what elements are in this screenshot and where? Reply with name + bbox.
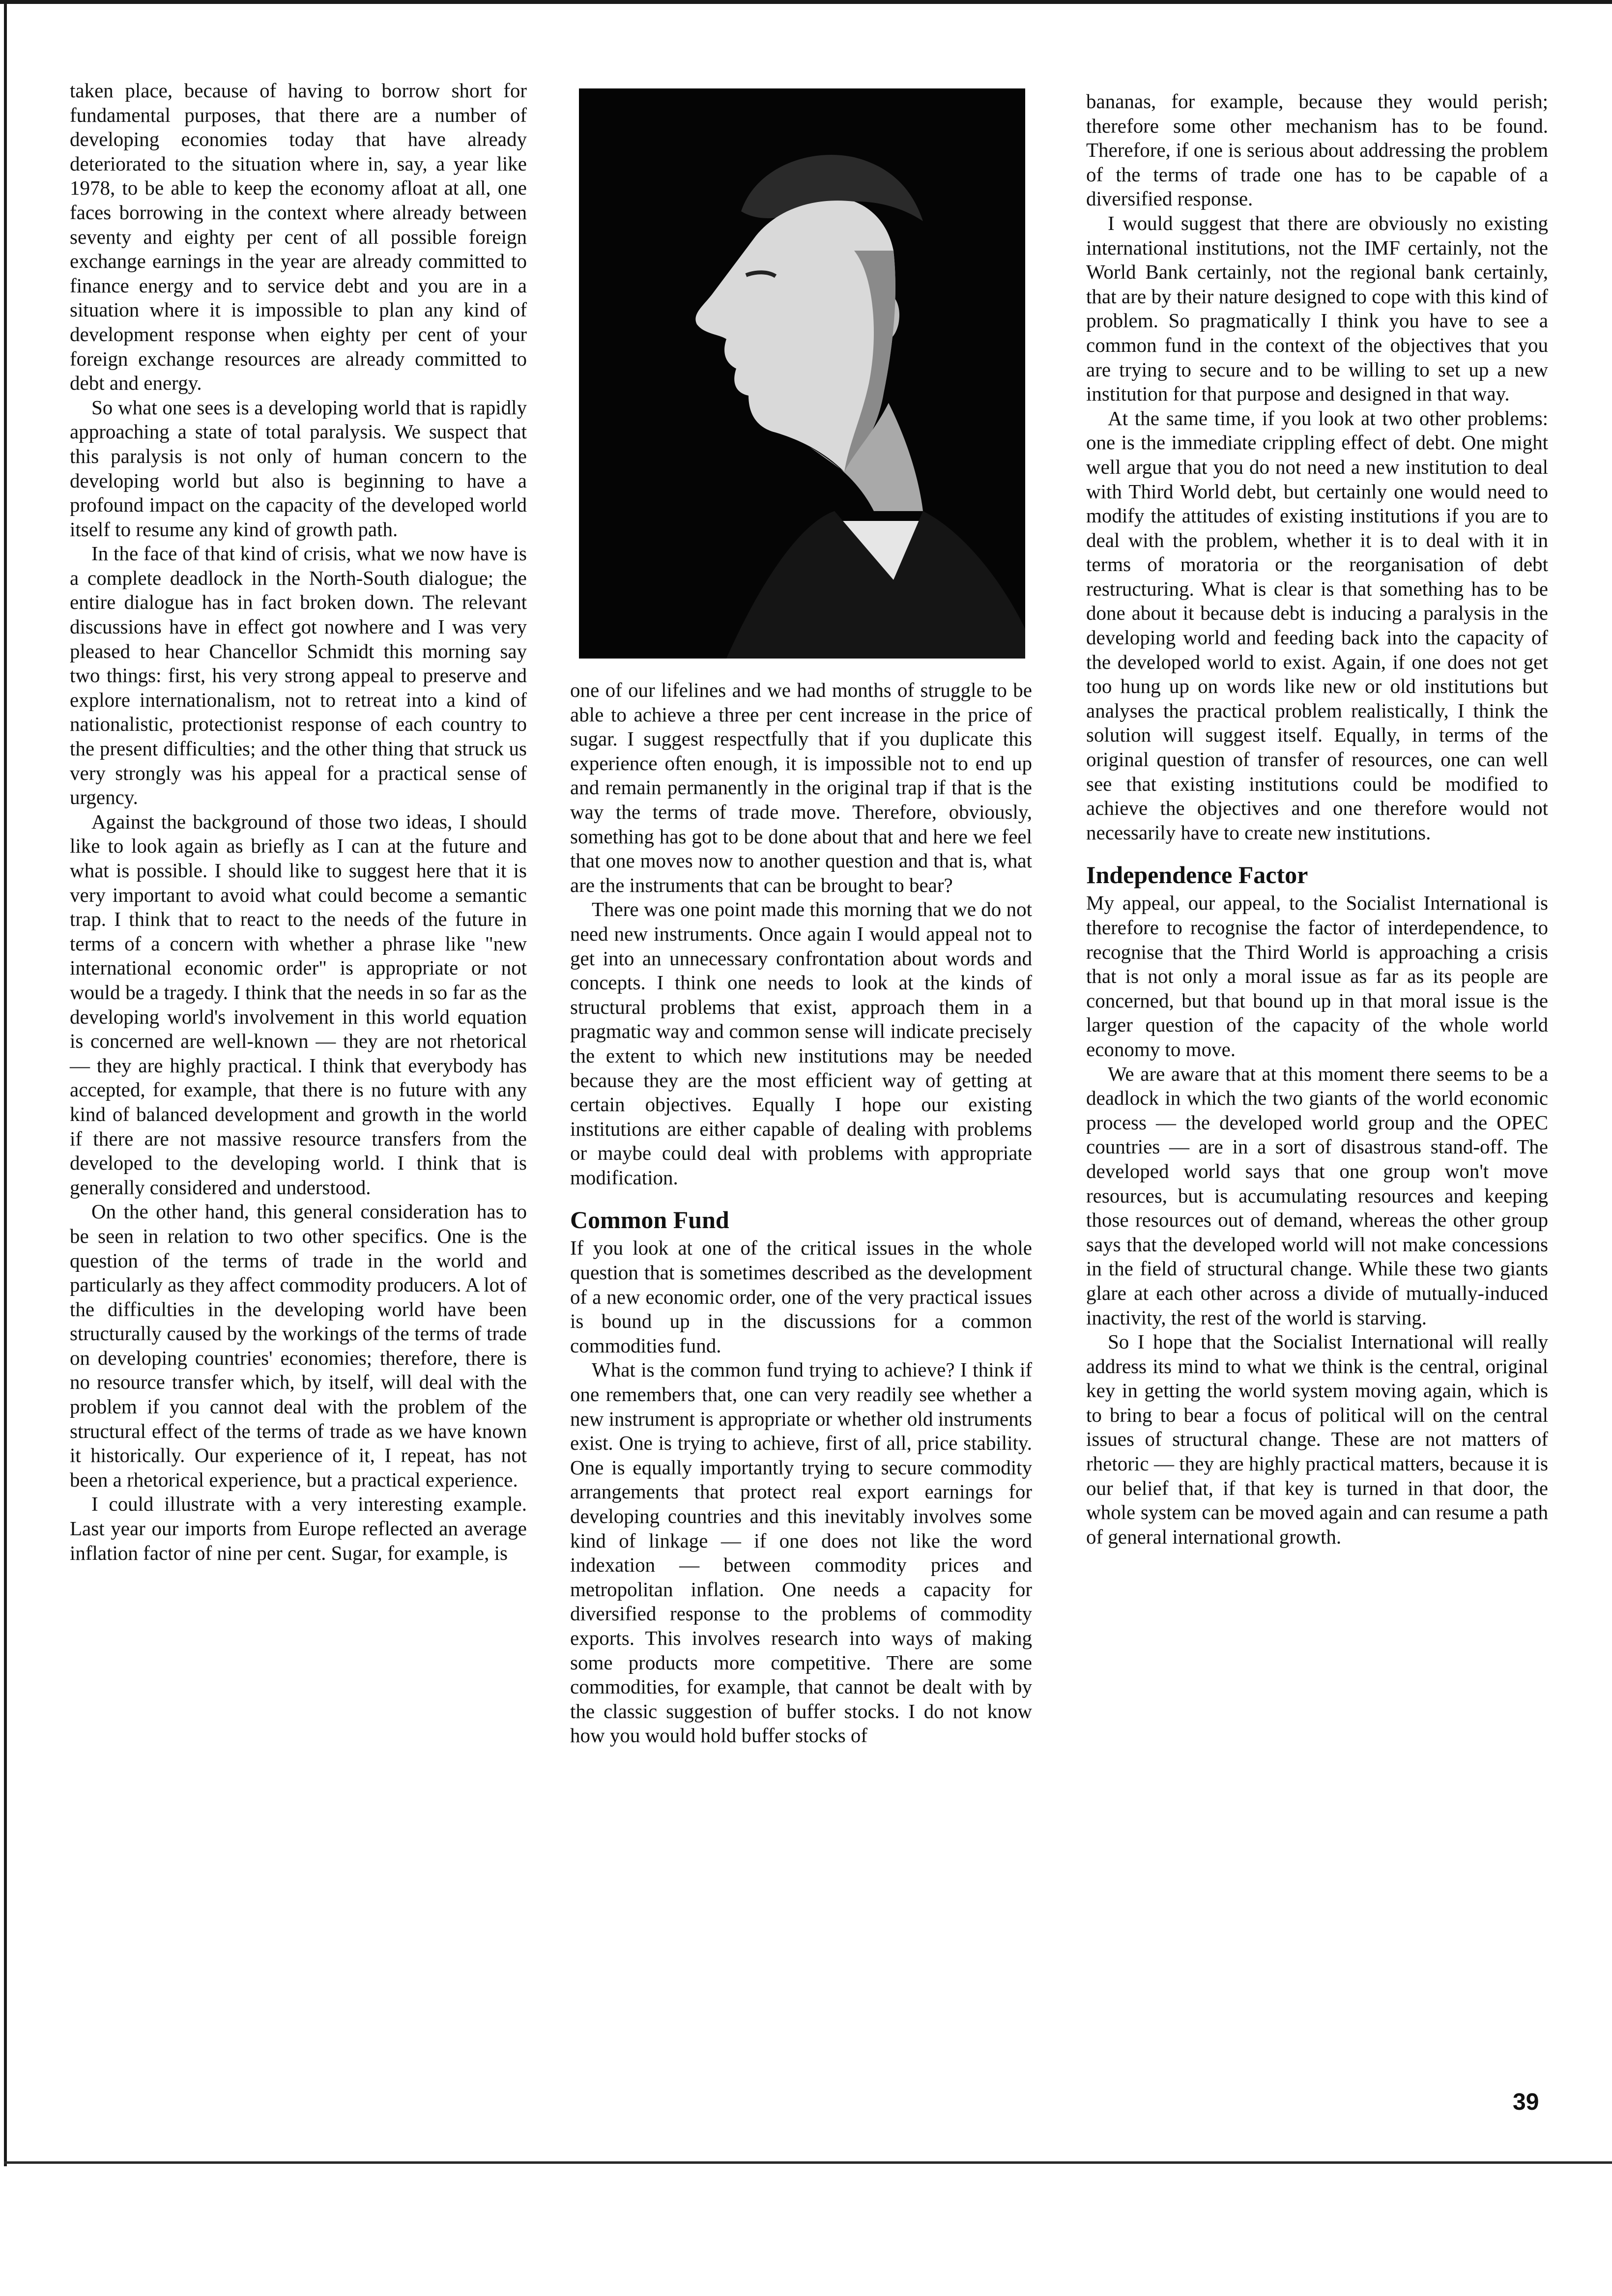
paragraph: We are aware that at this moment there seems to be a deadlock in which the two giants of the world economic process — the developed world group and the OPEC countries — are in a sort of disastrous stand-off. The developed world says that one group won't move resources, but is accumulating resources and keeping those resources out of demand, whereas the other group says that the developed world will not make concessions in the field of structural change. While these two giants glare at each other across a divide of mutually-induced inactivity, the rest of the world is starving. <box>1086 1062 1548 1329</box>
paragraph: bananas, for example, because they would perish; therefore some other mechanism has to be found. Therefore, if one is serious about addressing the problem of the terms of trade one has to be capable of a diversified response. <box>1086 90 1548 210</box>
paragraph: There was one point made this morning that we do not need new instruments. Once again I would appeal not to get into an unnecessary confrontation about words and concepts. I think one needs to look at the kinds of structural problems that exist, approach them in a pragmatic way and common sense will indicate precisely the extent to which new institutions may be needed because they are the most efficient way of getting at certain objectives. Equally I hope our existing institutions are either capable of dealing with problems or maybe could deal with problems with appropriate modification. <box>570 898 1032 1189</box>
text-column-1 <box>70 79 527 1565</box>
paragraph: What is the common fund trying to achieve? I think if one remembers that, one can very readily see whether a new instrument is appropriate or whether old instruments exist. One is trying to achieve, first of all, price stability. One is equally importantly trying to secure commodity arrangements that protect real export earnings for developing countries and this inevitably involves some kind of linkage — if one does not like the word indexation — between commodity prices and metropolitan inflation. One needs a capacity for diversified response to the problems of commodity exports. This involves research into ways of making some products more competitive. There are some commodities, for example, that cannot be dealt with by the classic suggestion of buffer stocks. I do not know how you would hold buffer stocks of <box>570 1358 1032 1747</box>
paragraph: I could illustrate with a very interesting example. Last year our imports from Europe reflected an average inflation factor of nine per cent. Sugar, for example, is <box>70 1492 527 1564</box>
speaker-portrait-photo <box>579 88 1025 659</box>
paragraph: My appeal, our appeal, to the Socialist International is therefore to recognise the factor of interdependence, to recognise that the Third World is approaching a crisis that is not only a moral issue as far as its people are concerned, but that bound up in that moral issue is the larger question of the capacity of the whole world economy to move. <box>1086 891 1548 1061</box>
portrait-image <box>579 88 1025 659</box>
section-heading-common-fund: Common Fund <box>570 1206 729 1234</box>
paragraph: In the face of that kind of crisis, what we now have is a complete deadlock in the North-South dialogue; the entire dialogue has in fact broken down. The relevant discussions have in effect got nowhere and I was very pleased to hear Chancellor Schmidt this morning say two things: first, his very strong appeal to preserve and explore internationalism, not to retreat into a kind of nationalistic, protectionist response of each country to the present difficulties; and the other thing that struck us very strongly was his appeal for a practical sense of urgency. <box>70 542 527 809</box>
paragraph: I would suggest that there are obviously no existing international institutions, not the IMF certainly, not the World Bank certainly, not the regional bank certainly, that are by their nature designed to cope with this kind of problem. So pragmatically I think you have to see a common fund in the context of the objectives that you are trying to secure and to be willing to set up a new institution for that purpose and designed in that way. <box>1086 211 1548 405</box>
section-heading-independence-factor: Independence Factor <box>1086 861 1308 889</box>
paragraph: So I hope that the Socialist International will really address its mind to what we think is the central, original key in getting the world system moving again, which is to bring to bear a focus of political will on the central issues of structural change. These are not matters of rhetoric — they are highly practical matters, because it is our belief that, if that key is turned in that door, the whole system can be moved again and can resume a path of general international growth. <box>1086 1330 1548 1548</box>
left-border-rule <box>4 4 7 2166</box>
paragraph: Against the background of those two ideas, I should like to look again as briefly as I can at the future and what is possible. I should like to suggest here that it is very important to avoid what could become a semantic trap. I think that to react to the needs of the future in terms of a concern with whether a phrase like "new international economic order" is appropriate or not would be a tragedy. I think that the needs in so far as the developing world's involvement in this world equation is concerned are well-known — they are not rhetorical — they are highly practical. I think that everybody has accepted, for example, that there is no future with any kind of balanced development and growth in the world if there are not massive resource transfers from the developed to the developing world. I think that is generally considered and understood. <box>70 810 527 1199</box>
paragraph: taken place, because of having to borrow short for fundamental purposes, that there are a number of developing economies today that have already deteriorated to the situation where in, say, a year like 1978, to be able to keep the economy afloat at all, one faces borrowing in the context where already between seventy and eighty per cent of all possible foreign exchange earnings in the year are already committed to finance energy and to service debt and you are in a situation where it is impossible to plan any kind of development response when eighty per cent of your foreign exchange resources are already committed to debt and energy. <box>70 79 527 395</box>
top-border-rule <box>0 0 1612 4</box>
paragraph: one of our lifelines and we had months of struggle to be able to achieve a three per cent increase in the price of sugar. I suggest respectfully that if you duplicate this experience often enough, it is impossible not to end up and remain permanently in the original trap if that is the way the terms of trade move. Therefore, obviously, something has got to be done about that and here we feel that one moves now to another question and that is, what are the instruments that can be brought to bear? <box>570 679 1032 896</box>
paragraph: So what one sees is a developing world that is rapidly approaching a state of total paralysis. We suspect that this paralysis is not only of human concern to the developing world but also is beginning to have a profound impact on the capacity of the developed world itself to resume any kind of growth path. <box>70 396 527 541</box>
page-number: 39 <box>1513 2089 1539 2115</box>
paragraph: If you look at one of the critical issues in the whole question that is sometimes described as the development of a new economic order, one of the very practical issues is bound up in the discussions for a common commodities fund. <box>570 1236 1032 1357</box>
paragraph: At the same time, if you look at two other problems: one is the immediate crippling effect of debt. One might well argue that you do not need a new institution to deal with Third World debt, but certainly one would need to modify the attitudes of existing institutions if you are to deal with the problem, whether it is to deal with it in terms of moratoria or the reorganisation of debt restructuring. What is clear is that something has to be done about it because debt is inducing a paralysis in the developing world and feeding back into the capacity of the developed world to exist. Again, if one does not get too hung up on words like new or old institutions but analyses the practical problem realistically, I think the solution will suggest itself. Equally, in terms of the original question of transfer of resources, one can well see that existing institutions could be modified to achieve the objectives and one therefore would not necessarily have to create new institutions. <box>1086 406 1548 844</box>
paragraph: On the other hand, this general consideration has to be seen in relation to two other specifics. One is the question of the terms of trade in the world and particularly as they affect commodity producers. A lot of the difficulties in the developing world have been structurally caused by the workings of the terms of trade on developing countries' economies; therefore, there is no resource transfer which, by itself, will deal with the problem if you cannot deal with the problem of the structural effect of the terms of trade as we have known it historically. Our experience of it, I repeat, has not been a rhetorical experience, but a practical experience. <box>70 1200 527 1491</box>
bottom-border-rule <box>4 2161 1612 2164</box>
text-column-2 <box>570 678 1032 1748</box>
text-column-3 <box>1086 89 1548 1549</box>
